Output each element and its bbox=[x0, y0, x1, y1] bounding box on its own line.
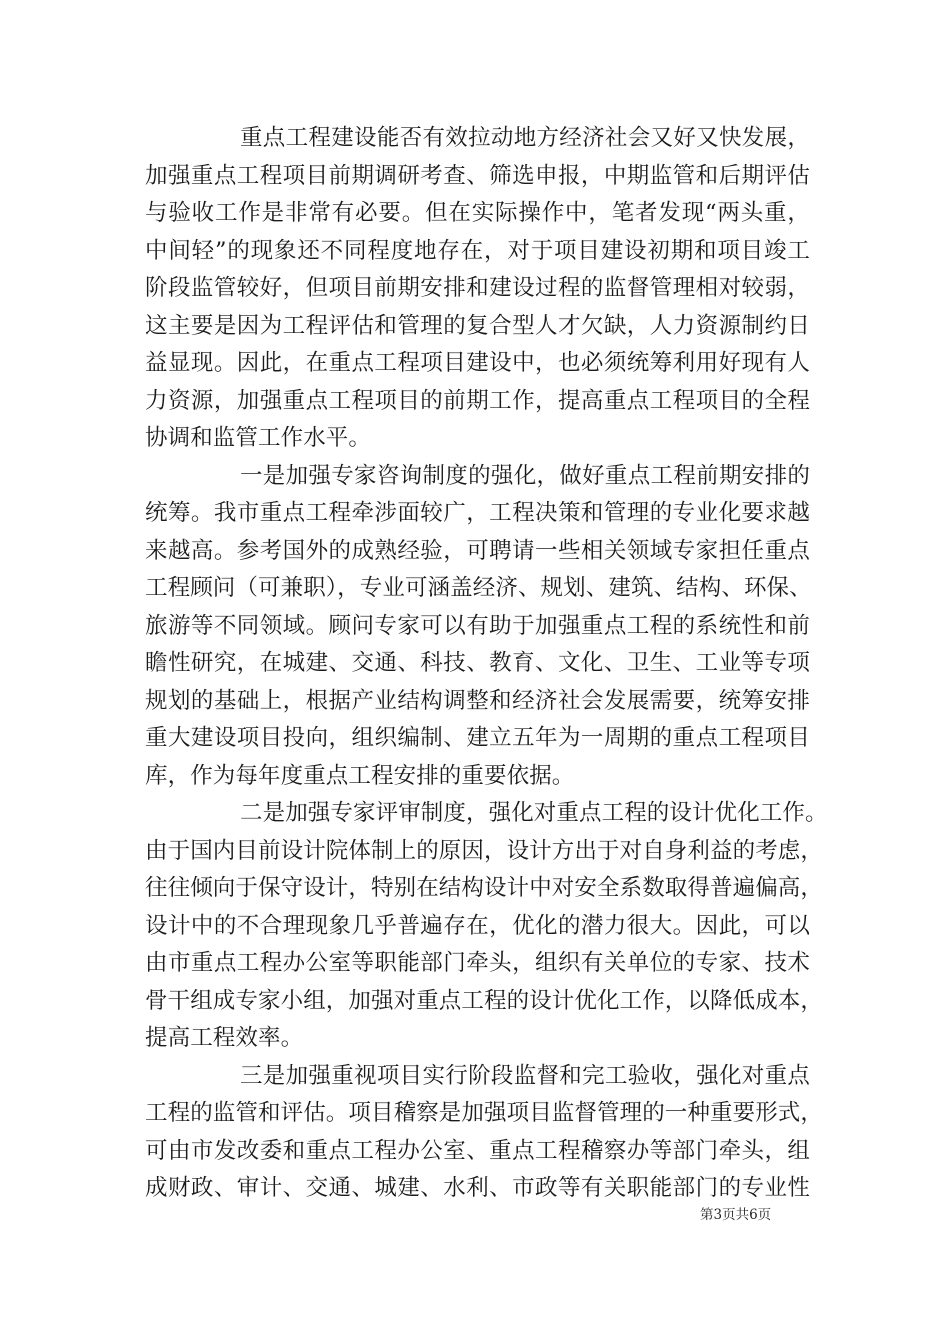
text-line: 库，作为每年度重点工程安排的重要依据。 bbox=[145, 762, 575, 789]
paragraph-4 bbox=[145, 1058, 824, 1208]
text-line: 由于国内目前设计院体制上的原因，设计方出于对自身利益的考虑， bbox=[145, 837, 824, 864]
paragraph-1 bbox=[145, 120, 810, 458]
text-line: 由市重点工程办公室等职能部门牵头，组织有关单位的专家、技术 bbox=[145, 950, 810, 976]
text-line: 工程的监管和评估。项目稽察是加强项目监督管理的一种重要形式， bbox=[145, 1100, 824, 1126]
text-line: 统筹。我市重点工程牵涉面较广，工程决策和管理的专业化要求越 bbox=[145, 500, 810, 526]
text-line: 旅游等不同领域。顾问专家可以有助于加强重点工程的系统性和前 bbox=[145, 612, 810, 639]
text-line: 瞻性研究，在城建、交通、科技、教育、文化、卫生、工业等专项 bbox=[145, 650, 810, 676]
text-line: 重点工程建设能否有效拉动地方经济社会又好又快发展， bbox=[240, 125, 810, 151]
text-line: 协调和监管工作水平。 bbox=[145, 425, 372, 451]
text-line: 来越高。参考国外的成熟经验，可聘请一些相关领域专家担任重点 bbox=[145, 537, 810, 564]
text-line: 与验收工作是非常有必要。但在实际操作中，笔者发现“两头重， bbox=[145, 200, 810, 226]
text-line: 阶段监管较好，但项目前期安排和建设过程的监督管理相对较弱， bbox=[145, 275, 810, 301]
text-line: 益显现。因此，在重点工程项目建设中，也必须统筹利用好现有人 bbox=[145, 350, 810, 376]
document-body bbox=[145, 120, 828, 1208]
text-line: 规划的基础上，根据产业结构调整和经济社会发展需要，统筹安排 bbox=[145, 687, 810, 714]
text-line: 二是加强专家评审制度，强化对重点工程的设计优化工作。 bbox=[240, 800, 828, 826]
page-number: 第3页共6页 bbox=[700, 1207, 772, 1223]
text-line: 中间轻”的现象还不同程度地存在，对于项目建设初期和项目竣工 bbox=[145, 237, 810, 264]
text-line: 骨干组成专家小组，加强对重点工程的设计优化工作，以降低成本， bbox=[145, 987, 824, 1014]
paragraph-3 bbox=[145, 795, 828, 1058]
paragraph-2 bbox=[145, 458, 810, 796]
text-line: 力资源，加强重点工程项目的前期工作，提高重点工程项目的全程 bbox=[145, 387, 810, 414]
text-line: 可由市发改委和重点工程办公室、重点工程稽察办等部门牵头，组 bbox=[145, 1137, 810, 1164]
text-line: 重大建设项目投向，组织编制、建立五年为一周期的重点工程项目 bbox=[145, 725, 810, 751]
text-line: 一是加强专家咨询制度的强化，做好重点工程前期安排的 bbox=[240, 462, 810, 489]
text-line: 往往倾向于保守设计，特别在结构设计中对安全系数取得普遍偏高， bbox=[145, 875, 824, 901]
text-line: 工程顾问（可兼职），专业可涵盖经济、规划、建筑、结构、环保、 bbox=[145, 575, 812, 601]
text-line: 成财政、审计、交通、城建、水利、市政等有关职能部门的专业性 bbox=[145, 1175, 810, 1201]
text-line: 三是加强重视项目实行阶段监督和完工验收，强化对重点 bbox=[240, 1062, 810, 1089]
text-line: 设计中的不合理现象几乎普遍存在，优化的潜力很大。因此，可以 bbox=[145, 912, 810, 939]
text-line: 提高工程效率。 bbox=[145, 1025, 304, 1051]
text-line: 这主要是因为工程评估和管理的复合型人才欠缺，人力资源制约日 bbox=[145, 312, 810, 339]
text-line: 加强重点工程项目前期调研考查、筛选申报，中期监管和后期评估 bbox=[145, 162, 810, 189]
